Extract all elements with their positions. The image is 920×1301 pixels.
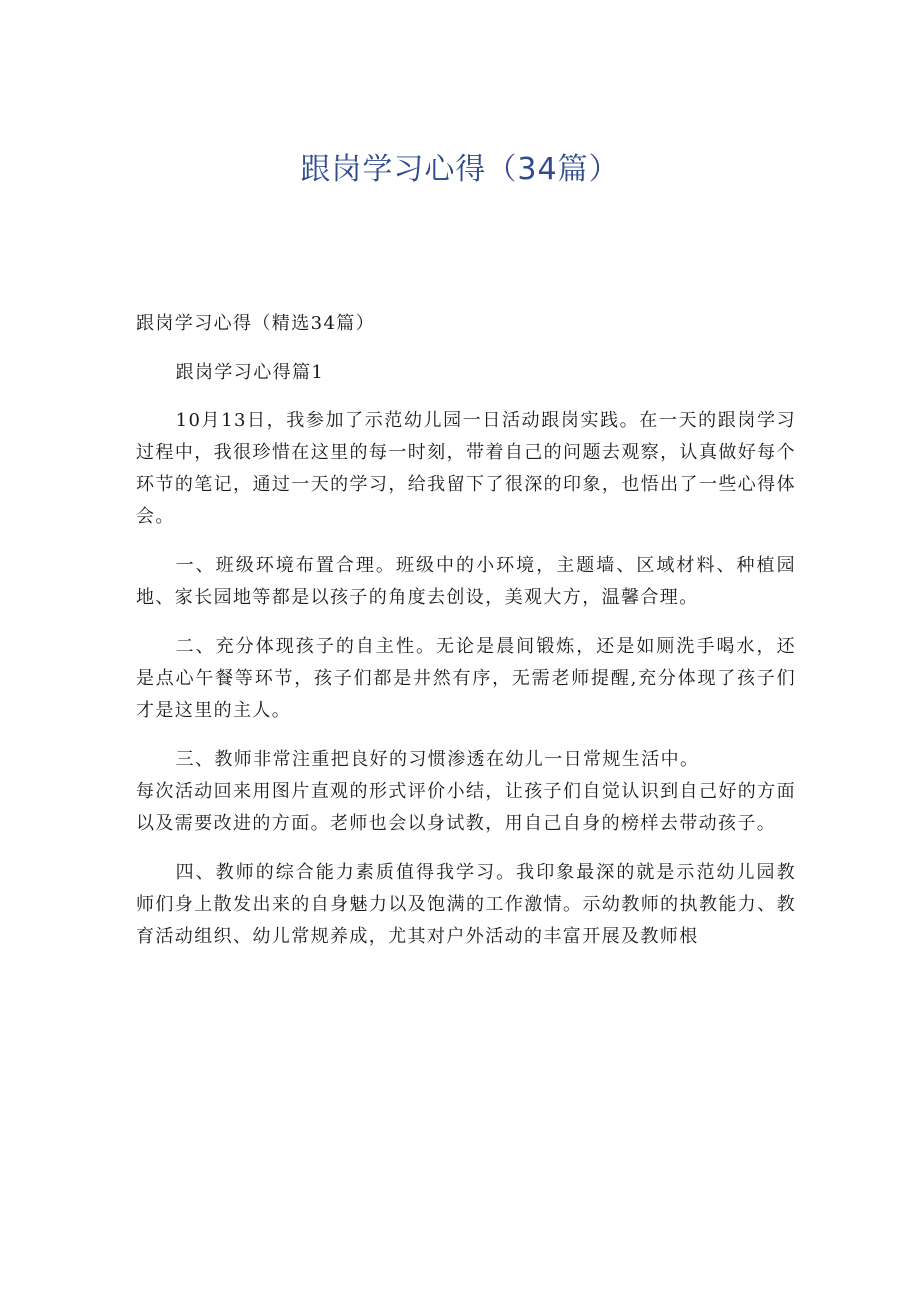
- paragraph-1: 10月13日，我参加了示范幼儿园一日活动跟岗实践。在一天的跟岗学习过程中，我很珍惜在这里的每一时刻，带着自己的问题去观察，认真做好每个环节的笔记，通过一天的学习，给我留下了很深的印象，也悟出了一些心得体会。: [136, 410, 796, 527]
- paragraph-4: 三、教师非常注重把良好的习惯渗透在幼儿一日常规生活中。: [175, 749, 700, 770]
- section-heading: 跟岗学习心得篇1: [175, 362, 325, 383]
- paragraph-5: 每次活动回来用图片直观的形式评价小结，让孩子们自觉认识到自己好的方面以及需要改进的方面。老师也会以身试教，用自己自身的榜样去带动孩子。: [136, 781, 796, 834]
- paragraph-6: 四、教师的综合能力素质值得我学习。我印象最深的就是示范幼儿园教师们身上散发出来的自身魅力以及饱满的工作激情。示幼教师的执教能力、教育活动组织、幼儿常规养成，尤其对户外活动的丰富开展及教师根: [136, 862, 796, 947]
- document-body: [136, 308, 796, 970]
- document-subtitle: 跟岗学习心得（精选34篇）: [136, 313, 376, 334]
- paragraph-3: 二、充分体现孩子的自主性。无论是晨间锻炼，还是如厕洗手喝水，还是点心午餐等环节，孩子们都是井然有序，无需老师提醒,充分体现了孩子们才是这里的主人。: [136, 636, 796, 721]
- document-title: 跟岗学习心得（34篇）: [300, 152, 620, 187]
- paragraph-2: 一、班级环境布置合理。班级中的小环境，主题墙、区域材料、种植园地、家长园地等都是以孩子的角度去创设，美观大方，温馨合理。: [136, 555, 796, 608]
